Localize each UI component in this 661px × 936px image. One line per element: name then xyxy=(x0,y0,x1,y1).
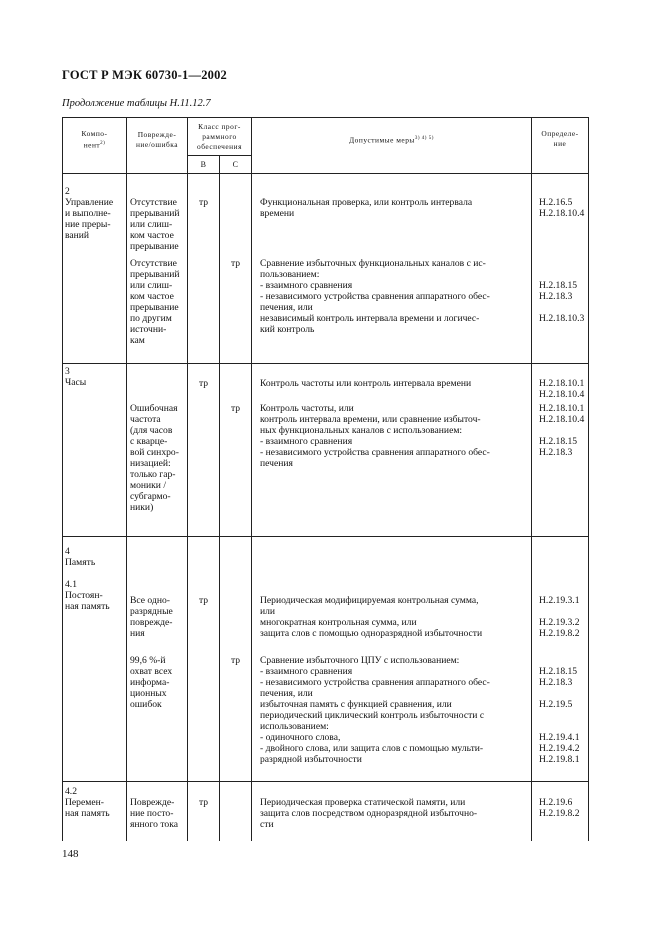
measure-text: Контроль частоты, или контроль интервала времени, или сравнение избыточ- ных функциональных каналов с использованием: - взаимного сравнения - независимого устройства сравнения аппаратного обес- печения xyxy=(260,403,490,469)
header-measures: Допустимые меры$^{3) 4) 5)}$ xyxy=(349,135,434,145)
definition-refs: Н.2.16.5 Н.2.18.10.4 xyxy=(539,197,585,219)
measure-text: Периодическая модифицируемая контрольная сумма, или многократная контрольная сумма, или защита слов с помощью одноразрядной избыточности xyxy=(260,595,483,639)
header-fault: Поврежде- ние/ошибка xyxy=(135,130,179,149)
class-c-mark: тр xyxy=(230,655,241,666)
class-b-mark: тр xyxy=(198,378,209,389)
component-clock: 3 Часы xyxy=(65,366,87,388)
header-class-c: С xyxy=(232,160,239,169)
fault-interrupts-1: Отсутствие прерываний или слиш- ком частое прерывание xyxy=(130,197,180,252)
header-component: Компо- нент$^{2)}$ xyxy=(81,129,108,150)
component-memory: 4 Память 4.1 Постоян- ная память xyxy=(65,546,110,612)
table-caption: Продолжение таблицы Н.11.12.7 xyxy=(62,98,211,109)
page-number: 148 xyxy=(62,848,79,860)
measure-text: Сравнение избыточного ЦПУ с использованием: - взаимного сравнения - независимого устройства сравнения аппаратного обес- печения, или избыточная память с функцией сравнения, или периодический циклический контроль избыточности с использованием: - одиночного слова, - двойного слова, или защита слов с помощью мульти- разрядной избыточности xyxy=(260,655,490,765)
definition-refs: Н.2.18.15 Н.2.18.3 Н.2.19.5 Н.2.19.4.1 Н.2.19.4.2 Н.2.19.8.1 xyxy=(539,666,580,765)
header-software-class: Класс прог- раммного обеспечения xyxy=(197,122,242,151)
measure-text: Функциональная проверка, или контроль интервала времени xyxy=(260,197,473,219)
definition-refs: Н.2.18.15 Н.2.18.3 Н.2.18.10.3 xyxy=(539,280,585,324)
class-c-mark: тр xyxy=(230,403,241,414)
class-b-mark: тр xyxy=(198,197,209,208)
document-title: ГОСТ Р МЭК 60730-1—2002 xyxy=(62,68,227,82)
definition-refs: Н.2.19.3.1 Н.2.19.3.2 Н.2.19.8.2 xyxy=(539,595,580,639)
fault-ram: Поврежде- ние посто- янного тока xyxy=(130,797,179,830)
class-c-mark: тр xyxy=(230,258,241,269)
component-ram: 4.2 Перемен- ная память xyxy=(65,786,110,819)
fault-interrupts-2: Отсутствие прерываний или слиш- ком частое прерывание по другим источни- кам xyxy=(130,258,180,346)
component-interrupts: 2 Управление и выполне- ние преры- ваний xyxy=(65,186,114,241)
header-class-b: В xyxy=(200,160,207,169)
header-definition: Определе- ние xyxy=(541,129,579,148)
fault-memory-2: 99,6 %-й охват всех информа- ционных ошибок xyxy=(130,655,173,710)
definition-refs: Н.2.19.6 Н.2.19.8.2 xyxy=(539,797,580,819)
measure-text: Сравнение избыточных функциональных каналов с ис- пользованием: - взаимного сравнения - независимого устройства сравнения аппаратного обес- печения, или независимый контроль интервала времени и логичес- кий контроль xyxy=(260,258,490,335)
fault-memory-1: Все одно- разрядные поврежде- ния xyxy=(130,595,173,639)
measure-text: Контроль частоты или контроль интервала времени xyxy=(260,378,472,389)
definition-refs: Н.2.18.10.1 Н.2.18.10.4 Н.2.18.15 Н.2.18.3 xyxy=(539,403,585,458)
measure-text: Периодическая проверка статической памяти, или защита слов посредством одноразрядной избыточно- сти xyxy=(260,797,478,830)
definition-refs: Н.2.18.10.1 Н.2.18.10.4 xyxy=(539,378,585,400)
class-b-mark: тр xyxy=(198,595,209,606)
class-b-mark: тр xyxy=(198,797,209,808)
fault-clock: Ошибочная частота (для часов с кварце- вой синхро- низацией: только гар- моники / субгармо- ники) xyxy=(130,403,179,513)
